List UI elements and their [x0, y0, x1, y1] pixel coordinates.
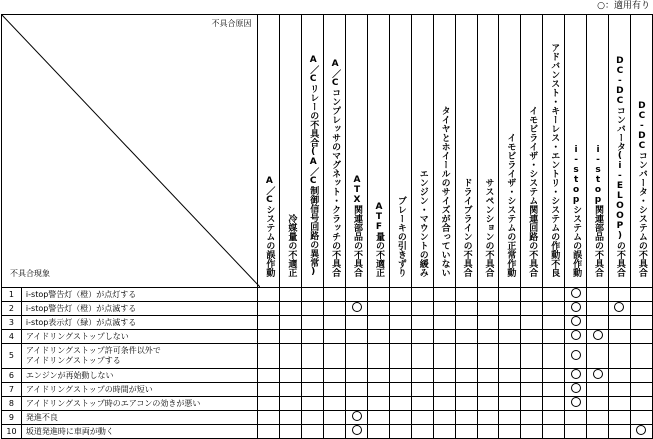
mark-cell	[324, 330, 346, 344]
applicable-circle-icon	[614, 302, 624, 312]
mark-cell	[258, 302, 280, 316]
mark-cell	[608, 369, 630, 383]
mark-cell	[499, 411, 521, 425]
mark-cell	[543, 288, 565, 302]
mark-cell	[630, 425, 652, 439]
mark-cell	[499, 330, 521, 344]
cause-col-13	[521, 15, 543, 288]
mark-cell	[630, 302, 652, 316]
mark-cell	[477, 302, 499, 316]
mark-cell	[477, 411, 499, 425]
cause-col-5	[346, 15, 368, 288]
cause-label-12: イモビライザ・システムの正常作動	[505, 133, 516, 277]
mark-cell	[280, 397, 302, 411]
mark-cell	[324, 288, 346, 302]
mark-cell	[258, 383, 280, 397]
mark-cell	[499, 288, 521, 302]
cause-label-18: DC-DCコンバータ・システムの不具合	[636, 101, 647, 277]
mark-cell	[587, 344, 609, 369]
header-row	[2, 15, 653, 288]
mark-cell	[630, 369, 652, 383]
mark-cell	[433, 288, 455, 302]
symptom-cell	[21, 330, 258, 344]
mark-cell	[389, 302, 411, 316]
mark-cell	[346, 330, 368, 344]
cause-label-4: A／Cコンプレッサのマグネット・クラッチの不具合	[330, 59, 341, 277]
mark-cell	[499, 369, 521, 383]
mark-cell	[280, 316, 302, 330]
mark-cell	[433, 411, 455, 425]
mark-cell	[367, 288, 389, 302]
mark-cell	[455, 330, 477, 344]
table-row	[2, 344, 653, 369]
mark-cell	[543, 344, 565, 369]
symptom-text: i-stop表示灯（緑）が点滅する	[25, 317, 137, 327]
mark-cell	[411, 411, 433, 425]
mark-cell	[565, 316, 587, 330]
mark-cell	[477, 397, 499, 411]
symptom-text: i-stop警告灯（橙）が点灯する	[25, 289, 137, 299]
mark-cell	[587, 383, 609, 397]
mark-cell	[258, 411, 280, 425]
mark-cell	[258, 397, 280, 411]
symptom-text: アイドリングストップ時のエアコンの効きが悪い	[25, 398, 201, 408]
mark-cell	[433, 316, 455, 330]
symptom-cell	[21, 397, 258, 411]
mark-cell	[280, 344, 302, 369]
cause-label-3: A／Cリレーの不具合(A／C制御信号回路の異常)	[308, 55, 319, 277]
symptom-cell	[21, 288, 258, 302]
mark-cell	[302, 397, 324, 411]
mark-cell	[367, 369, 389, 383]
mark-cell	[389, 425, 411, 439]
cause-col-1	[258, 15, 280, 288]
mark-cell	[521, 344, 543, 369]
mark-cell	[411, 288, 433, 302]
mark-cell	[521, 411, 543, 425]
mark-cell	[608, 316, 630, 330]
mark-cell	[565, 411, 587, 425]
mark-cell	[543, 411, 565, 425]
mark-cell	[280, 330, 302, 344]
mark-cell	[543, 302, 565, 316]
mark-cell	[455, 411, 477, 425]
mark-cell	[455, 369, 477, 383]
mark-cell	[499, 383, 521, 397]
mark-cell	[477, 316, 499, 330]
mark-cell	[477, 425, 499, 439]
cause-label-8: エンジン・マウントの緩み	[417, 169, 428, 277]
mark-cell	[324, 302, 346, 316]
mark-cell	[455, 397, 477, 411]
applicable-circle-icon	[571, 302, 581, 312]
mark-cell	[565, 344, 587, 369]
applicable-circle-icon	[593, 330, 603, 340]
symptom-cell	[21, 383, 258, 397]
symptom-text: 坂道発進時に車両が動く	[25, 426, 114, 436]
mark-cell	[302, 425, 324, 439]
mark-cell	[521, 369, 543, 383]
cause-col-7	[389, 15, 411, 288]
mark-cell	[521, 330, 543, 344]
mark-cell	[324, 383, 346, 397]
symptom-cell	[21, 425, 258, 439]
row-number: 4	[2, 330, 22, 344]
cause-label-15: i-stopシステムの誤作動	[571, 145, 582, 277]
mark-cell	[433, 383, 455, 397]
mark-cell	[411, 383, 433, 397]
cause-col-2	[280, 15, 302, 288]
cause-label-14: アドバンスト・キーレス・エントリ・システムの作動不良	[549, 43, 560, 277]
cause-col-8	[411, 15, 433, 288]
mark-cell	[521, 397, 543, 411]
mark-cell	[455, 383, 477, 397]
mark-cell	[521, 316, 543, 330]
cause-label-16: i-stop関連部品の不具合	[593, 145, 603, 277]
symptom-text: アイドリングストップ許可条件以外で	[25, 346, 161, 355]
mark-cell	[477, 288, 499, 302]
cause-col-12	[499, 15, 521, 288]
mark-cell	[389, 411, 411, 425]
mark-cell	[543, 425, 565, 439]
mark-cell	[477, 330, 499, 344]
mark-cell	[608, 288, 630, 302]
mark-cell	[280, 302, 302, 316]
mark-cell	[346, 397, 368, 411]
symptom-cell	[21, 344, 258, 369]
cause-col-9	[433, 15, 455, 288]
mark-cell	[477, 369, 499, 383]
mark-cell	[543, 397, 565, 411]
mark-cell	[280, 288, 302, 302]
mark-cell	[587, 288, 609, 302]
mark-cell	[411, 397, 433, 411]
mark-cell	[565, 369, 587, 383]
applicable-circle-icon	[571, 288, 581, 298]
mark-cell	[411, 330, 433, 344]
row-number: 5	[2, 344, 22, 369]
mark-cell	[280, 383, 302, 397]
mark-cell	[411, 316, 433, 330]
mark-cell	[477, 344, 499, 369]
mark-cell	[324, 397, 346, 411]
applicable-circle-icon	[352, 302, 362, 312]
symptom-cell	[21, 302, 258, 316]
mark-cell	[302, 383, 324, 397]
mark-cell	[367, 302, 389, 316]
mark-cell	[367, 425, 389, 439]
mark-cell	[630, 330, 652, 344]
cause-label-11: サスペンションの不具合	[483, 178, 494, 277]
row-number: 8	[2, 397, 22, 411]
table-row	[2, 369, 653, 383]
mark-cell	[608, 344, 630, 369]
mark-cell	[258, 330, 280, 344]
mark-cell	[433, 425, 455, 439]
mark-cell	[324, 425, 346, 439]
cause-label-7: ブレーキの引きずり	[395, 196, 406, 277]
applicable-circle-icon	[593, 369, 603, 379]
symptom-text: エンジンが再始動しない	[25, 370, 114, 380]
mark-cell	[433, 369, 455, 383]
mark-cell	[411, 425, 433, 439]
cause-col-10	[455, 15, 477, 288]
cause-col-15	[565, 15, 587, 288]
mark-cell	[302, 330, 324, 344]
mark-cell	[565, 425, 587, 439]
mark-cell	[587, 330, 609, 344]
mark-cell	[565, 288, 587, 302]
mark-cell	[587, 369, 609, 383]
mark-cell	[543, 330, 565, 344]
symptom-cell	[21, 316, 258, 330]
mark-cell	[389, 344, 411, 369]
mark-cell	[433, 344, 455, 369]
mark-cell	[630, 383, 652, 397]
mark-cell	[587, 316, 609, 330]
mark-cell	[433, 330, 455, 344]
mark-cell	[302, 288, 324, 302]
mark-cell	[499, 302, 521, 316]
mark-cell	[258, 316, 280, 330]
cause-col-16	[587, 15, 609, 288]
mark-cell	[346, 316, 368, 330]
corner-header	[2, 15, 258, 288]
mark-cell	[324, 316, 346, 330]
mark-cell	[543, 369, 565, 383]
cause-col-6	[367, 15, 389, 288]
mark-cell	[499, 344, 521, 369]
applicable-circle-icon	[352, 411, 362, 421]
mark-cell	[499, 425, 521, 439]
applicable-circle-icon	[571, 369, 581, 379]
mark-cell	[302, 344, 324, 369]
mark-cell	[280, 411, 302, 425]
mark-cell	[411, 302, 433, 316]
mark-cell	[367, 411, 389, 425]
row-number: 9	[2, 411, 22, 425]
row-number: 6	[2, 369, 22, 383]
applicable-circle-icon	[636, 425, 646, 435]
cause-label-6: ATF量の不適正	[373, 202, 384, 277]
mark-cell	[258, 288, 280, 302]
mark-cell	[521, 383, 543, 397]
mark-cell	[367, 344, 389, 369]
mark-cell	[346, 288, 368, 302]
mark-cell	[477, 383, 499, 397]
cause-col-3	[302, 15, 324, 288]
symptom-label: 不具合現象	[10, 269, 50, 278]
cause-col-17	[608, 15, 630, 288]
legend: ○：適用有り	[597, 1, 650, 11]
mark-cell	[565, 302, 587, 316]
mark-cell	[455, 316, 477, 330]
mark-cell	[543, 383, 565, 397]
applicable-circle-icon	[571, 316, 581, 326]
mark-cell	[258, 344, 280, 369]
mark-cell	[346, 302, 368, 316]
row-number: 3	[2, 316, 22, 330]
mark-cell	[324, 344, 346, 369]
cause-symptom-table	[1, 14, 653, 439]
cause-label-17: DC-DCコンバータ(i-ELOOP)の不具合	[614, 56, 625, 277]
mark-cell	[302, 316, 324, 330]
table-row	[2, 425, 653, 439]
mark-cell	[608, 397, 630, 411]
mark-cell	[324, 411, 346, 425]
table-row	[2, 302, 653, 316]
cause-label-2: 冷媒量の不適正	[286, 214, 297, 277]
table-row	[2, 288, 653, 302]
mark-cell	[346, 383, 368, 397]
mark-cell	[455, 288, 477, 302]
row-number: 7	[2, 383, 22, 397]
table-row	[2, 411, 653, 425]
mark-cell	[389, 397, 411, 411]
applicable-circle-icon	[571, 397, 581, 407]
mark-cell	[389, 316, 411, 330]
mark-cell	[521, 288, 543, 302]
mark-cell	[455, 302, 477, 316]
mark-cell	[302, 369, 324, 383]
applicable-circle-icon	[571, 330, 581, 340]
mark-cell	[630, 397, 652, 411]
mark-cell	[346, 425, 368, 439]
table-row	[2, 397, 653, 411]
table-row	[2, 330, 653, 344]
cause-label-13: イモビライザ・システム関連回路の不具合	[527, 106, 538, 277]
cause-label: 不具合原因	[211, 19, 252, 28]
mark-cell	[389, 383, 411, 397]
mark-cell	[587, 397, 609, 411]
mark-cell	[433, 302, 455, 316]
mark-cell	[280, 369, 302, 383]
mark-cell	[389, 369, 411, 383]
mark-cell	[587, 302, 609, 316]
cause-label-9: タイヤとホイールのサイズが合っていない	[439, 106, 450, 277]
mark-cell	[608, 330, 630, 344]
mark-cell	[630, 411, 652, 425]
cause-label-5: ATX関連部品の不具合	[352, 175, 363, 277]
cause-col-11	[477, 15, 499, 288]
mark-cell	[324, 369, 346, 383]
mark-cell	[455, 344, 477, 369]
symptom-text: アイドリングストップする	[25, 356, 121, 365]
row-number: 2	[2, 302, 22, 316]
applicable-circle-icon	[571, 383, 581, 393]
applicable-circle-icon	[352, 425, 362, 435]
mark-cell	[433, 397, 455, 411]
mark-cell	[543, 316, 565, 330]
mark-cell	[346, 344, 368, 369]
table-row	[2, 383, 653, 397]
mark-cell	[367, 330, 389, 344]
cause-label-10: ドライブラインの不具合	[461, 178, 472, 277]
mark-cell	[499, 316, 521, 330]
mark-cell	[367, 397, 389, 411]
mark-cell	[280, 425, 302, 439]
mark-cell	[587, 411, 609, 425]
mark-cell	[367, 383, 389, 397]
cause-col-18	[630, 15, 652, 288]
mark-cell	[608, 425, 630, 439]
mark-cell	[411, 369, 433, 383]
row-number: 1	[2, 288, 22, 302]
mark-cell	[608, 302, 630, 316]
mark-cell	[565, 383, 587, 397]
mark-cell	[258, 425, 280, 439]
symptom-cell	[21, 411, 258, 425]
mark-cell	[346, 411, 368, 425]
symptom-text: 発進不良	[25, 412, 58, 422]
mark-cell	[608, 411, 630, 425]
mark-cell	[521, 302, 543, 316]
mark-cell	[521, 425, 543, 439]
symptom-text: i-stop警告灯（橙）が点滅する	[25, 303, 137, 313]
mark-cell	[389, 288, 411, 302]
mark-cell	[411, 344, 433, 369]
cause-label-1: A／Cシステムの誤作動	[264, 176, 275, 277]
mark-cell	[587, 425, 609, 439]
mark-cell	[455, 425, 477, 439]
mark-cell	[565, 330, 587, 344]
mark-cell	[367, 316, 389, 330]
cause-col-14	[543, 15, 565, 288]
table-row	[2, 316, 653, 330]
mark-cell	[630, 316, 652, 330]
mark-cell	[389, 330, 411, 344]
mark-cell	[630, 288, 652, 302]
mark-cell	[499, 397, 521, 411]
symptom-text: アイドリングストップの時間が短い	[25, 384, 153, 394]
symptom-text: アイドリングストップしない	[25, 331, 129, 341]
mark-cell	[565, 397, 587, 411]
applicable-circle-icon	[571, 350, 581, 360]
row-number: 10	[2, 425, 22, 439]
mark-cell	[302, 302, 324, 316]
mark-cell	[608, 383, 630, 397]
mark-cell	[630, 344, 652, 369]
diagonal-line	[2, 15, 260, 287]
mark-cell	[258, 369, 280, 383]
symptom-cell	[21, 369, 258, 383]
cause-col-4	[324, 15, 346, 288]
mark-cell	[302, 411, 324, 425]
mark-cell	[346, 369, 368, 383]
